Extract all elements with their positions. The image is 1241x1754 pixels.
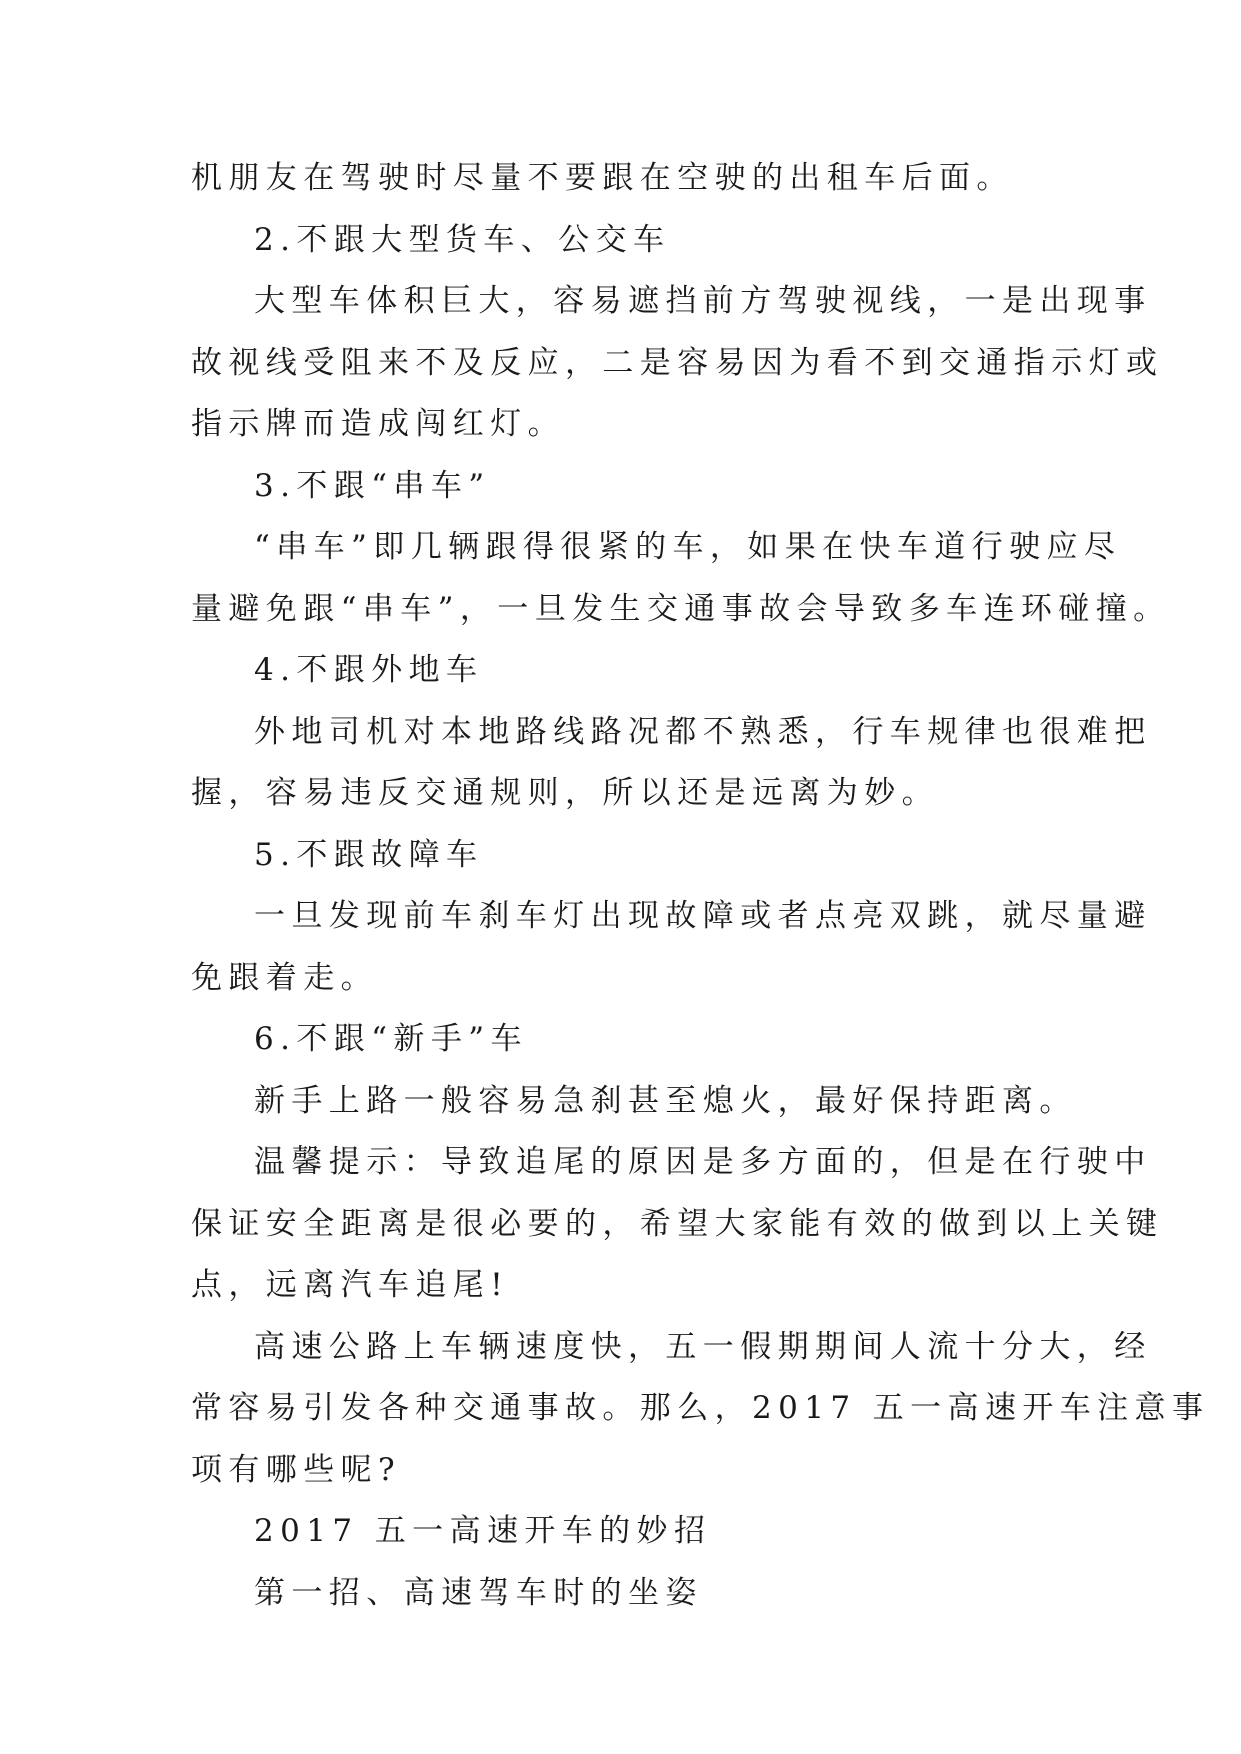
text-line: 常容易引发各种交通事故。那么，2017 五一高速开车注意事	[191, 1390, 1210, 1426]
section-heading: 2017 五一高速开车的妙招	[254, 1513, 712, 1549]
text-line: 温馨提示：导致追尾的原因是多方面的，但是在行驶中	[254, 1144, 1152, 1180]
text-line: 量避免跟“串车”，一旦发生交通事故会导致多车连环碰撞。	[191, 590, 1171, 627]
text-line: “串车”即几辆跟得很紧的车，如果在快车道行驶应尽	[254, 529, 1122, 565]
text-line: 故视线受阻来不及反应，二是容易因为看不到交通指示灯或	[191, 344, 1164, 381]
section-heading: 第一招、高速驾车时的坐姿	[254, 1574, 703, 1611]
text-line: 指示牌而造成闯红灯。	[191, 406, 565, 442]
document-body	[191, 160, 1210, 1636]
text-line: 点，远离汽车追尾!	[191, 1267, 510, 1303]
text-line: 新手上路一般容易急刹甚至熄火，最好保持距离。	[254, 1082, 1077, 1119]
text-line: 高速公路上车辆速度快，五一假期期间人流十分大，经	[254, 1328, 1152, 1365]
text-line: 免跟着走。	[191, 959, 378, 996]
section-heading: 3.不跟“串车”	[254, 467, 491, 504]
text-line: 机朋友在驾驶时尽量不要跟在空驶的出租车后面。	[191, 160, 1014, 196]
text-line: 外地司机对本地路线路况都不熟悉，行车规律也很难把	[254, 713, 1152, 750]
section-heading: 2.不跟大型货车、公交车	[254, 221, 671, 258]
text-line: 一旦发现前车刹车灯出现故障或者点亮双跳，就尽量避	[254, 898, 1152, 934]
text-line: 大型车体积巨大，容易遮挡前方驾驶视线，一是出现事	[254, 283, 1152, 319]
text-line: 保证安全距离是很必要的，希望大家能有效的做到以上关键	[191, 1205, 1164, 1242]
section-heading: 4.不跟外地车	[254, 652, 484, 688]
section-heading: 6.不跟“新手”车	[254, 1021, 528, 1057]
text-line: 项有哪些呢?	[191, 1451, 402, 1488]
section-heading: 5.不跟故障车	[254, 836, 484, 873]
text-line: 握，容易违反交通规则，所以还是远离为妙。	[191, 775, 939, 811]
